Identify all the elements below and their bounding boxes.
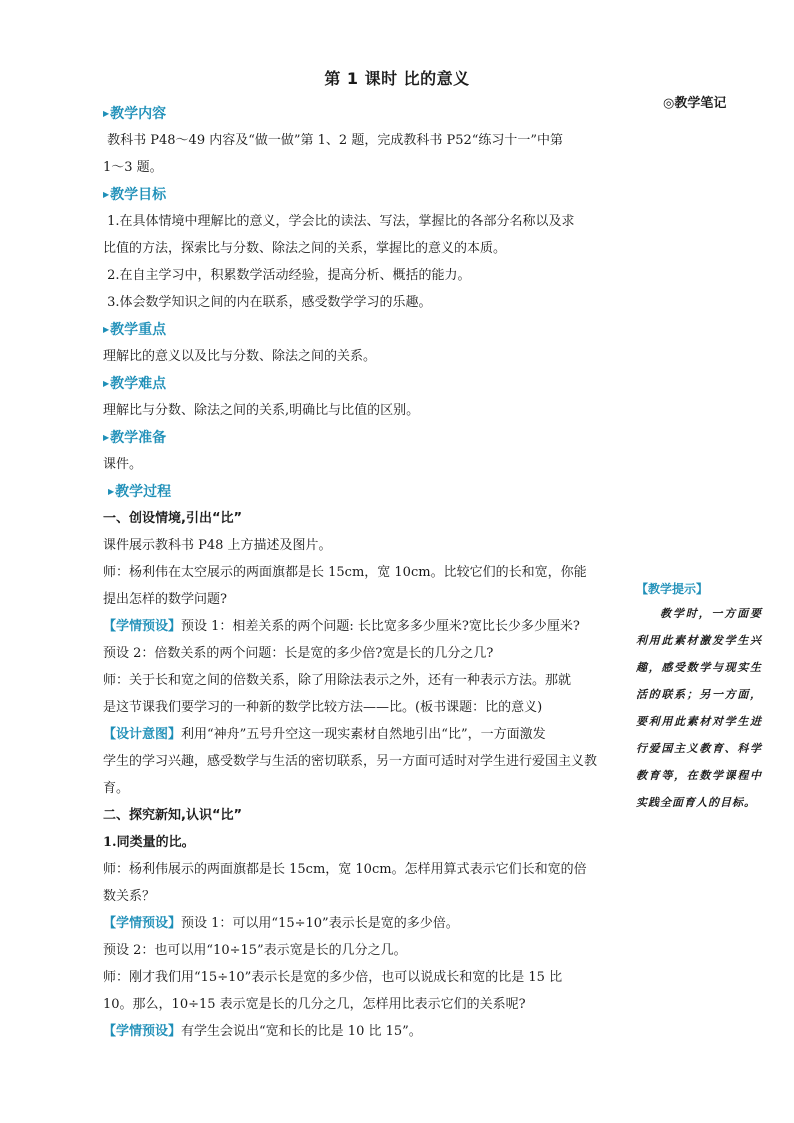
- part1-title: 一、创设情境,引出“比”: [103, 511, 243, 526]
- process-p3: 【学情预设】预设 1：相差关系的两个问题: 长比宽多多少厘米?宽比长少多少厘米?: [103, 619, 580, 634]
- teaching-tip-text: 教学时，一方面要利用此素材激发学生兴趣，感受数学与现实生活的联系；另一方面，要利用此素材对学生进行爱国主义教育、科学教育等，在数学课程中实践全面育人的目标。: [636, 607, 762, 809]
- triangle-icon: ▶: [103, 379, 110, 388]
- triangle-icon: ▶: [108, 487, 115, 496]
- page-title: 第 1 课时 比的意义: [324, 69, 470, 88]
- process-p10a: 师：刚才我们用“15÷10”表示长是宽的多少倍，也可以说成长和宽的比是 15 比: [103, 970, 563, 985]
- process-p2b: 提出怎样的数学问题?: [103, 592, 227, 607]
- process-p2a: 师：杨利伟在太空展示的两面旗都是长 15cm，宽 10cm。比较它们的长和宽，你能: [103, 565, 587, 580]
- process-p5a: 师：关于长和宽之间的倍数关系，除了用除法表示之外，还有一种表示方法。那就: [103, 673, 572, 688]
- preset-tag: 【学情预设】: [103, 916, 182, 931]
- section-heading-key-points: ▶教学重点: [103, 322, 167, 338]
- teaching-notes-label: ◎教学笔记: [663, 96, 727, 111]
- key-point-line: 理解比的意义以及比与分数、除法之间的关系。: [103, 349, 377, 364]
- content-line-1: 教科书 P48～49 内容及“做一做”第 1、2 题，完成教科书 P52“练习十一”中第: [107, 133, 564, 148]
- goal-line-2: 比值的方法，探索比与分数、除法之间的关系，掌握比的意义的本质。: [103, 241, 507, 256]
- process-p1: 课件展示教科书 P48 上方描述及图片。: [103, 538, 332, 553]
- triangle-icon: ▶: [103, 190, 110, 199]
- part2-title: 二、探究新知,认识“比”: [103, 808, 243, 823]
- teaching-tip-sidebar: [636, 578, 762, 816]
- process-p6a: 【设计意图】利用“神舟”五号升空这一现实素材自然地引出“比”，一方面激发: [103, 727, 546, 742]
- goal-line-4: 3.体会数学知识之间的内在联系，感受数学学习的乐趣。: [107, 295, 432, 310]
- design-tag: 【设计意图】: [103, 727, 182, 742]
- process-p11: 【学情预设】有学生会说出“宽和长的比是 10 比 15”。: [103, 1024, 422, 1039]
- process-p9: 预设 2：也可以用“10÷15”表示宽是长的几分之几。: [103, 943, 407, 958]
- process-p5b: 是这节课我们要学习的一种新的数学比较方法——比。(板书课题：比的意义): [103, 700, 543, 715]
- goal-line-1: 1.在具体情境中理解比的意义，学会比的读法、写法，掌握比的各部分名称以及求: [107, 214, 575, 229]
- process-p8: 【学情预设】预设 1：可以用“15÷10”表示长是宽的多少倍。: [103, 916, 459, 931]
- process-p6c: 育。: [103, 781, 130, 796]
- content-line-2: 1～3 题。: [103, 160, 163, 175]
- triangle-icon: ▶: [103, 109, 110, 118]
- process-p10b: 10。那么，10÷15 表示宽是长的几分之几，怎样用比表示它们的关系呢?: [103, 997, 526, 1012]
- process-p6b: 学生的学习兴趣，感受数学与生活的密切联系，另一方面可适时对学生进行爱国主义教: [103, 754, 598, 769]
- preparation-line: 课件。: [103, 457, 143, 472]
- section-heading-preparation: ▶教学准备: [103, 430, 167, 446]
- process-p7a: 师：杨利伟展示的两面旗都是长 15cm，宽 10cm。怎样用算式表示它们长和宽的倍: [103, 862, 587, 877]
- process-p7b: 数关系？: [103, 889, 156, 904]
- difficulty-line: 理解比与分数、除法之间的关系,明确比与比值的区别。: [103, 403, 420, 418]
- goal-line-3: 2.在自主学习中，积累数学活动经验，提高分析、概括的能力。: [107, 268, 471, 283]
- triangle-icon: ▶: [103, 433, 110, 442]
- preset-tag: 【学情预设】: [103, 619, 182, 634]
- lesson-body: [103, 100, 609, 1045]
- triangle-icon: ▶: [103, 325, 110, 334]
- section-heading-difficulties: ▶教学难点: [103, 376, 167, 392]
- teaching-tip-label: 【教学提示】: [636, 582, 709, 596]
- preset-tag: 【学情预设】: [103, 1024, 182, 1039]
- subsection-title: 1.同类量的比。: [103, 835, 195, 850]
- process-p4: 预设 2：倍数关系的两个问题：长是宽的多少倍?宽是长的几分之几?: [103, 646, 494, 661]
- section-heading-content: ▶教学内容: [103, 106, 167, 122]
- section-heading-process: ▶教学过程: [108, 484, 172, 500]
- section-heading-goals: ▶教学目标: [103, 187, 167, 203]
